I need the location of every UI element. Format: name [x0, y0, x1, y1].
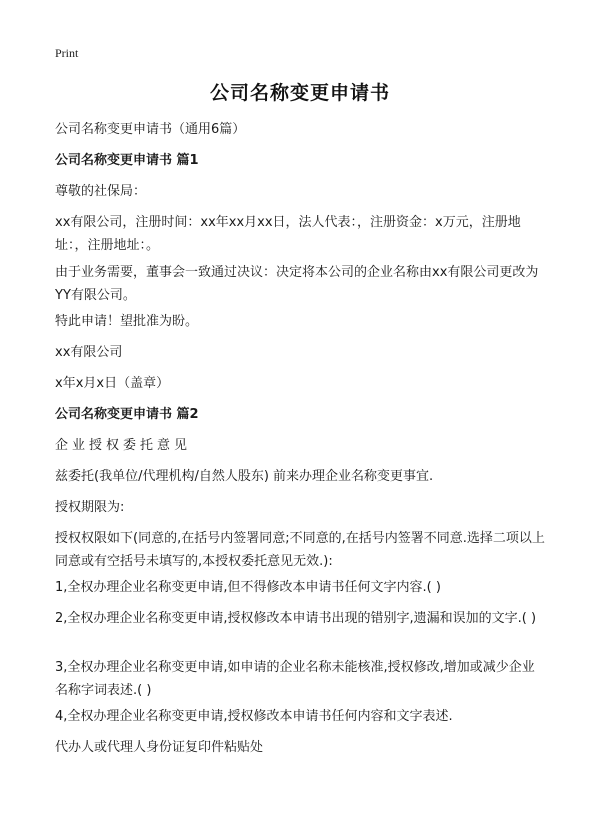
section2-subheading: 企业授权委托意见	[55, 438, 192, 453]
section2-para1: 兹委托(我单位/代理机构/自然人股东) 前来办理企业名称变更事宜.	[55, 469, 434, 484]
section2-para3: 授权权限如下(同意的,在括号内签署同意;不同意的,在括号内签署不同意.选择二项以上同意或有空括号未填写的,本授权委托意见无效.):	[55, 531, 545, 569]
section2-item2: 2,全权办理企业名称变更申请,授权修改本申请书出现的错别字,遗漏和误加的文字.( )	[55, 611, 537, 626]
print-link[interactable]: Print	[55, 46, 79, 60]
section2-footer: 代办人或代理人身份证复印件粘贴处	[55, 740, 264, 755]
section1-para2: 由于业务需要，董事会一致通过决议：决定将本公司的企业名称由xx有限公司更改为YY有限公司。	[55, 265, 539, 303]
section2-item3: 3,全权办理企业名称变更申请,如申请的企业名称未能核准,授权修改,增加或减少企业名称字词表述.( )	[55, 660, 535, 698]
section2-heading: 公司名称变更申请书 篇2	[55, 407, 199, 422]
section1-heading: 公司名称变更申请书 篇1	[55, 153, 199, 168]
section1-para3: 特此申请！望批准为盼。	[55, 314, 199, 329]
section1-company: xx有限公司	[55, 345, 123, 360]
document-subtitle: 公司名称变更申请书（通用6篇）	[55, 122, 246, 137]
section1-para1: xx有限公司，注册时间：xx年xx月xx日，法人代表：，注册资金：x万元，注册地址：，注册地址：。	[55, 215, 521, 253]
document-title: 公司名称变更申请书	[209, 82, 390, 104]
section2-item4: 4,全权办理企业名称变更申请,授权修改本申请书任何内容和文字表述.	[55, 709, 453, 724]
section2-item1: 1,全权办理企业名称变更申请,但不得修改本申请书任何文字内容.( )	[55, 580, 441, 595]
section1-salutation: 尊敬的社保局：	[55, 184, 147, 199]
section1-date: x年x月x日（盖章）	[55, 376, 170, 391]
section2-para2: 授权期限为:	[55, 500, 125, 515]
